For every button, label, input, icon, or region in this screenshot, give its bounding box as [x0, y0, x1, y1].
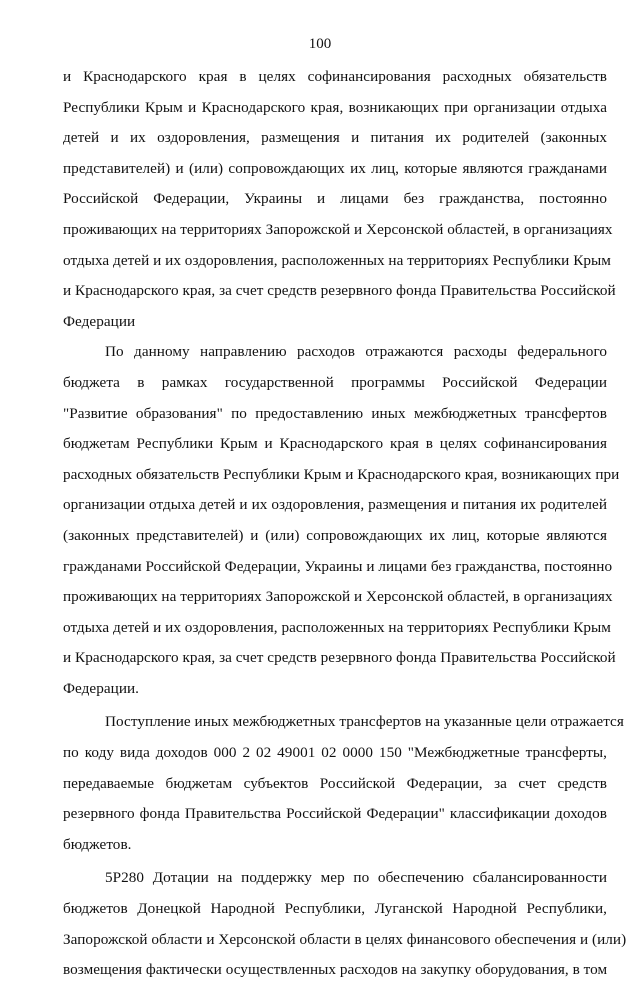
text-line: гражданами Российской Федерации, Украины и лицами без гражданства, постоянно: [63, 557, 613, 575]
text-line: проживающих на территориях Запорожской и Херсонской областей, в организациях: [63, 220, 613, 238]
text-line: бюджетов.: [63, 835, 132, 853]
text-line: и Краснодарского края, за счет средств резервного фонда Правительства Российской: [63, 282, 616, 300]
text-line: Федерации.: [63, 679, 140, 697]
text-line: представителей) и (или) сопровождающих их лиц, которые являются гражданами: [63, 159, 607, 177]
text-line: бюджетам Республики Крым и Краснодарского края в целях софинансирования: [63, 435, 607, 453]
text-line: 5Р280 Дотации на поддержку мер по обеспечению сбалансированности: [105, 869, 607, 887]
text-line: бюджета в рамках государственной программы Российской Федерации: [63, 373, 607, 391]
text-line: Запорожской области и Херсонской области в целях финансового обеспечения и (или): [63, 930, 627, 948]
text-line: резервного фонда Правительства Российской Федерации" классификации доходов: [63, 805, 607, 823]
text-line: проживающих на территориях Запорожской и Херсонской областей, в организациях: [63, 588, 613, 606]
text-line: отдыха детей и их оздоровления, расположенных на территориях Республики Крым: [63, 618, 611, 636]
paragraph-continuation: [63, 62, 616, 337]
paragraph-expense-direction: [63, 337, 620, 704]
text-line: по коду вида доходов 000 2 02 49001 02 0000 150 "Межбюджетные трансферты,: [63, 744, 607, 762]
text-line: расходных обязательств Республики Крым и Краснодарского края, возникающих при: [63, 465, 620, 483]
text-line: Поступление иных межбюджетных трансфертов на указанные цели отражается: [105, 713, 624, 731]
text-line: По данному направлению расходов отражаются расходы федерального: [105, 343, 607, 361]
page-number: 100: [308, 36, 332, 52]
text-line: организации отдыха детей и их оздоровления, размещения и питания их родителей: [63, 496, 607, 514]
text-line: отдыха детей и их оздоровления, расположенных на территориях Республики Крым: [63, 251, 611, 269]
paragraph-5p280: [63, 863, 627, 985]
text-line: возмещения фактически осуществленных расходов на закупку оборудования, в том: [63, 961, 608, 979]
text-line: "Развитие образования" по предоставлению иных межбюджетных трансфертов: [63, 404, 607, 422]
text-line: и Краснодарского края, за счет средств резервного фонда Правительства Российской: [63, 649, 616, 667]
text-line: Федерации: [63, 312, 136, 330]
text-line: и Краснодарского края в целях софинансирования расходных обязательств: [63, 68, 607, 85]
text-line: передаваемые бюджетам субъектов Российской Федерации, за счет средств: [63, 774, 607, 792]
text-line: Республики Крым и Краснодарского края, возникающих при организации отдыха: [63, 98, 607, 116]
text-line: (законных представителей) и (или) сопровождающих их лиц, которые являются: [63, 526, 607, 544]
text-line: детей и их оздоровления, размещения и питания их родителей (законных: [63, 129, 607, 147]
document-body: [63, 62, 627, 986]
text-line: Российской Федерации, Украины и лицами без гражданства, постоянно: [63, 190, 607, 208]
paragraph-revenue-code: [63, 707, 624, 860]
text-line: бюджетов Донецкой Народной Республики, Луганской Народной Республики,: [63, 900, 607, 918]
